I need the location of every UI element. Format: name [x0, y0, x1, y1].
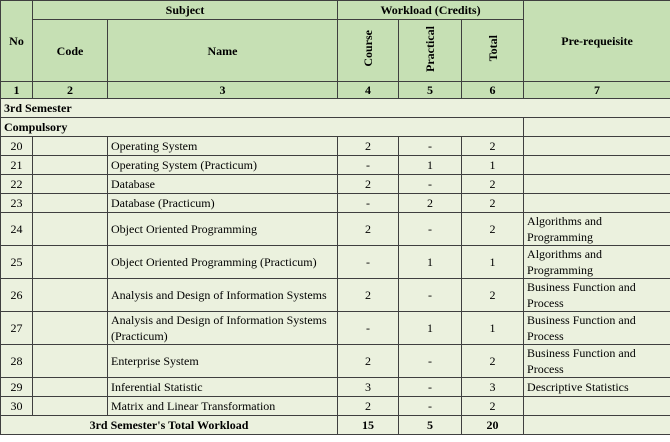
row-no: 30	[1, 397, 33, 416]
row-name: Operating System (Practicum)	[108, 156, 338, 175]
header-prerequisite: Pre-requeisite	[524, 1, 670, 82]
row-code	[33, 312, 108, 345]
header-total	[462, 20, 524, 82]
row-course: 2	[338, 279, 399, 312]
row-total: 2	[462, 279, 524, 312]
total-label: 3rd Semester's Total Workload	[1, 416, 338, 435]
row-name: Database (Practicum)	[108, 194, 338, 213]
row-practical: 1	[399, 246, 462, 279]
row-total: 2	[462, 137, 524, 156]
header-subject: Subject	[33, 1, 338, 20]
row-course: 2	[338, 213, 399, 246]
table-row	[1, 175, 670, 194]
row-total: 3	[462, 378, 524, 397]
row-code	[33, 156, 108, 175]
table-row	[1, 213, 670, 246]
header-course-label: Course	[361, 30, 376, 67]
row-code	[33, 378, 108, 397]
table-row	[1, 246, 670, 279]
row-course: 2	[338, 175, 399, 194]
row-no: 20	[1, 137, 33, 156]
row-prereq: Business Function and Process	[524, 345, 670, 378]
row-name: Database	[108, 175, 338, 194]
row-no: 21	[1, 156, 33, 175]
row-code	[33, 279, 108, 312]
row-name: Inferential Statistic	[108, 378, 338, 397]
row-no: 22	[1, 175, 33, 194]
total-row	[1, 416, 670, 435]
table-row	[1, 156, 670, 175]
row-total: 2	[462, 175, 524, 194]
row-course: 2	[338, 397, 399, 416]
group-label: Compulsory	[1, 118, 524, 137]
row-course: 3	[338, 378, 399, 397]
row-total: 2	[462, 345, 524, 378]
row-practical: -	[399, 279, 462, 312]
row-practical: -	[399, 378, 462, 397]
row-total: 1	[462, 156, 524, 175]
table-row	[1, 194, 670, 213]
row-practical: 1	[399, 312, 462, 345]
header-code: Code	[33, 20, 108, 82]
row-practical: 2	[399, 194, 462, 213]
row-name: Analysis and Design of Information Systems	[108, 279, 338, 312]
table-row	[1, 312, 670, 345]
table-row	[1, 345, 670, 378]
header-workload: Workload (Credits)	[338, 1, 524, 20]
row-code	[33, 175, 108, 194]
header-no: No	[1, 1, 33, 82]
row-code	[33, 345, 108, 378]
row-prereq	[524, 156, 670, 175]
header-course	[338, 20, 399, 82]
header-practical-label: Practical	[423, 25, 438, 72]
row-course: -	[338, 194, 399, 213]
row-name: Analysis and Design of Information Systems (Practicum)	[108, 312, 338, 345]
row-name: Matrix and Linear Transformation	[108, 397, 338, 416]
column-number: 4	[338, 82, 399, 99]
row-prereq	[524, 137, 670, 156]
row-name: Object Oriented Programming (Practicum)	[108, 246, 338, 279]
row-course: -	[338, 312, 399, 345]
table-row	[1, 279, 670, 312]
group-prereq-cell	[524, 118, 670, 137]
row-no: 26	[1, 279, 33, 312]
row-prereq: Algorithms and Programming	[524, 213, 670, 246]
row-total: 1	[462, 246, 524, 279]
row-name: Object Oriented Programming	[108, 213, 338, 246]
row-code	[33, 213, 108, 246]
row-no: 27	[1, 312, 33, 345]
total-practical: 5	[399, 416, 462, 435]
row-prereq	[524, 175, 670, 194]
table-row	[1, 378, 670, 397]
column-number: 1	[1, 82, 33, 99]
row-total: 2	[462, 397, 524, 416]
row-code	[33, 194, 108, 213]
row-name: Operating System	[108, 137, 338, 156]
column-number: 7	[524, 82, 670, 99]
semester-label: 3rd Semester	[1, 99, 670, 118]
header-total-label: Total	[485, 35, 500, 62]
column-number: 3	[108, 82, 338, 99]
row-no: 29	[1, 378, 33, 397]
row-practical: -	[399, 213, 462, 246]
row-total: 2	[462, 194, 524, 213]
row-practical: -	[399, 345, 462, 378]
total-prereq-cell	[524, 416, 670, 435]
row-name: Enterprise System	[108, 345, 338, 378]
row-prereq	[524, 397, 670, 416]
row-practical: -	[399, 137, 462, 156]
row-code	[33, 397, 108, 416]
total-total: 20	[462, 416, 524, 435]
row-no: 23	[1, 194, 33, 213]
row-practical: -	[399, 397, 462, 416]
total-course: 15	[338, 416, 399, 435]
row-code	[33, 246, 108, 279]
row-prereq: Business Function and Process	[524, 279, 670, 312]
row-prereq: Business Function and Process	[524, 312, 670, 345]
row-no: 24	[1, 213, 33, 246]
column-number-row	[1, 82, 670, 99]
row-course: 2	[338, 345, 399, 378]
row-prereq: Descriptive Statistics	[524, 378, 670, 397]
header-practical	[399, 20, 462, 82]
row-course: -	[338, 156, 399, 175]
table-row	[1, 397, 670, 416]
row-total: 2	[462, 213, 524, 246]
row-practical: -	[399, 175, 462, 194]
row-course: -	[338, 246, 399, 279]
column-number: 6	[462, 82, 524, 99]
row-no: 28	[1, 345, 33, 378]
column-number: 2	[33, 82, 108, 99]
header-name: Name	[108, 20, 338, 82]
row-prereq: Algorithms and Programming	[524, 246, 670, 279]
row-total: 1	[462, 312, 524, 345]
row-code	[33, 137, 108, 156]
row-practical: 1	[399, 156, 462, 175]
table-row	[1, 137, 670, 156]
column-number: 5	[399, 82, 462, 99]
row-course: 2	[338, 137, 399, 156]
row-no: 25	[1, 246, 33, 279]
row-prereq	[524, 194, 670, 213]
